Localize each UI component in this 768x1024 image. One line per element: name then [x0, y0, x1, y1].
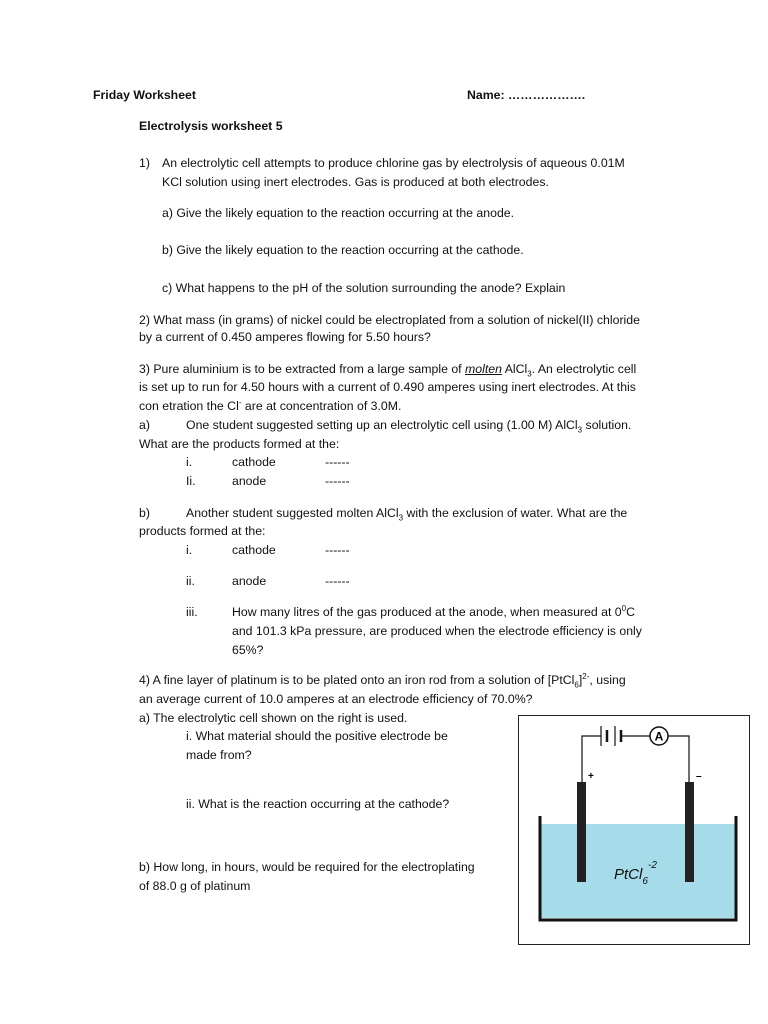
q4-a-i-line2: made from?	[186, 748, 252, 762]
solution-label: PtCl$_6$	[614, 866, 648, 887]
q4-line1: 4) A fine layer of platinum is to be plated onto an iron rod from a solution of [PtCl$_6$]$^{2-}$, using	[139, 671, 626, 690]
q3b-iii-line3: 65%?	[232, 643, 264, 657]
q4-a-i-line1: i. What material should the positive electrode be	[186, 729, 448, 743]
minus-sign: –	[696, 771, 702, 782]
q3b-item-num: ii.	[186, 574, 195, 588]
q3a-line1: One student suggested setting up an electrolytic cell using (1.00 M) AlCl$_3$ solution.	[186, 418, 632, 435]
q3b-item-dash: ------	[325, 543, 350, 557]
q1-part-a: a) Give the likely equation to the reaction occurring at the anode.	[162, 206, 515, 220]
q3-line3: con etration the Cl- are at concentration of 3.0M.	[139, 397, 402, 413]
q3a-item-num: i.	[186, 455, 193, 469]
q1-part-c: c) What happens to the pH of the solution surrounding the anode? Explain	[162, 281, 566, 295]
q3b-line1: Another student suggested molten AlCl$_3$ with the exclusion of water. What are the	[186, 506, 628, 523]
q3a-line2: What are the products formed at the:	[139, 437, 340, 451]
ammeter-icon	[650, 727, 668, 745]
ammeter-label: A	[654, 729, 664, 744]
q1-line2: KCl solution using inert electrodes. Gas is produced at both electrodes.	[162, 175, 549, 189]
q1-part-b: b) Give the likely equation to the reaction occurring at the cathode.	[162, 243, 524, 257]
q4-line2: an average current of 10.0 amperes at an electrode efficiency of 70.0%?	[139, 692, 533, 706]
battery-icon	[601, 726, 621, 746]
q3b-label: b)	[139, 506, 150, 520]
q3-line1: 3) Pure aluminium is to be extracted from a large sample of molten AlCl$_3$. An electrolytic cell	[139, 362, 637, 379]
molten-word: molten	[465, 362, 502, 376]
q3a-item-dash: ------	[325, 455, 350, 469]
q4-part-a: a) The electrolytic cell shown on the right is used.	[139, 711, 408, 725]
plus-sign: +	[588, 771, 594, 782]
q4-a-ii: ii. What is the reaction occurring at the cathode?	[186, 797, 450, 811]
positive-electrode	[577, 782, 586, 882]
q3b-item-num: i.	[186, 543, 193, 557]
q1-number: 1)	[139, 156, 150, 170]
q3b-iii-num: iii.	[186, 605, 198, 619]
q3a-label: a)	[139, 418, 150, 432]
q3a-item-label: cathode	[232, 455, 276, 469]
q1-line1: An electrolytic cell attempts to produce chlorine gas by electrolysis of aqueous 0.01M	[162, 156, 625, 170]
q2-line2: by a current of 0.450 amperes flowing for 5.50 hours?	[139, 330, 431, 344]
q3a-item-dash: ------	[325, 474, 350, 488]
q3b-iii-line1: How many litres of the gas produced at the anode, when measured at $0^0C$	[232, 603, 635, 619]
q3b-iii-line2: and 101.3 kPa pressure, are produced when the electrode efficiency is only	[232, 624, 642, 638]
q3b-item-dash: ------	[325, 574, 350, 588]
negative-electrode	[685, 782, 694, 882]
q4-part-b-line1: b) How long, in hours, would be required for the electroplating	[139, 860, 475, 874]
q3b-line2: products formed at the:	[139, 524, 266, 538]
q3b-item-label: anode	[232, 574, 267, 588]
name-label: Name: ……………….	[467, 88, 586, 102]
worksheet-subtitle: Electrolysis worksheet 5	[139, 119, 283, 133]
q3b-item-label: cathode	[232, 543, 276, 557]
wire-right	[668, 736, 689, 782]
solution-charge: -2	[648, 860, 657, 871]
q4-part-b-line2: of 88.0 g of platinum	[139, 879, 251, 893]
cell-drawing	[519, 716, 749, 944]
electrolytic-cell-diagram	[518, 715, 750, 945]
q3a-item-label: anode	[232, 474, 267, 488]
worksheet-title: Friday Worksheet	[93, 88, 196, 102]
q3a-item-num: Ii.	[186, 474, 196, 488]
q3-line2: is set up to run for 4.50 hours with a current of 0.490 amperes using inert electrodes. At this	[139, 380, 636, 394]
q2-line1: 2) What mass (in grams) of nickel could be electroplated from a solution of nickel(II) chloride	[139, 313, 640, 327]
